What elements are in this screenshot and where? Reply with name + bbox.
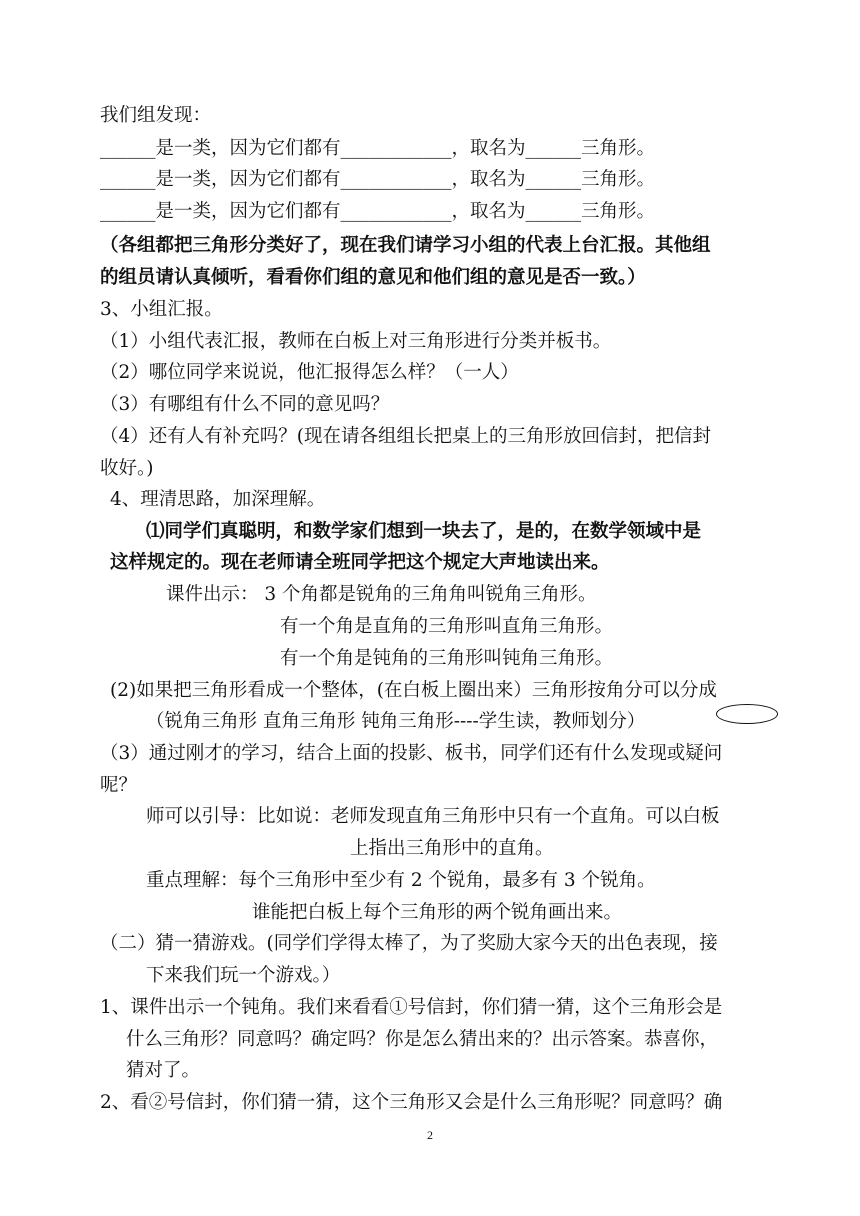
text-line-10: （3）有哪组有什么不同的意见吗？ bbox=[100, 394, 390, 415]
ellipse-drawing bbox=[716, 704, 778, 724]
text-line-17: 有一个角是直角的三角形叫直角三角形。 bbox=[280, 616, 614, 637]
text-line-5: （各组都把三角形分类好了，现在我们请学习小组的代表上台汇报。其他组 bbox=[100, 235, 711, 256]
text-line-20: （锐角三角形 直角三角形 钝角三角形----学生读，教师划分） bbox=[146, 711, 646, 732]
text-line-31: 猜对了。 bbox=[126, 1060, 201, 1081]
text-line-18: 有一个角是钝角的三角形叫钝角三角形。 bbox=[280, 648, 614, 669]
text-line-15: 这样规定的。现在老师请全班同学把这个规定大声地读出来。 bbox=[110, 552, 610, 573]
text-line-6: 的组员请认真倾听，看看你们组的意见和他们组的意见是否一致。） bbox=[100, 267, 646, 288]
text-line-8: （1）小组代表汇报，教师在白板上对三角形进行分类并板书。 bbox=[100, 331, 612, 352]
text-line-26: 谁能把白板上每个三角形的两个锐角画出来。 bbox=[252, 902, 623, 923]
text-line-21: （3）通过刚才的学习，结合上面的投影、板书，同学们还有什么发现或疑问 bbox=[100, 743, 723, 764]
text-line-14: ⑴同学们真聪明，和数学家们想到一块去了，是的，在数学领域中是 bbox=[146, 521, 702, 542]
text-line-7: 3、小组汇报。 bbox=[100, 299, 223, 320]
text-line-3: ______是一类，因为它们都有____________，取名为______三角形。 bbox=[100, 169, 656, 190]
text-line-16: 课件出示： 3 个角都是锐角的三角角叫锐角三角形。 bbox=[166, 584, 597, 605]
text-line-22: 呢？ bbox=[100, 775, 138, 796]
text-line-27: （二）猜一猜游戏。(同学们学得太棒了，为了奖励大家今天的出色表现，接 bbox=[100, 933, 718, 954]
text-line-30: 什么三角形？同意吗？确定吗？你是怎么猜出来的？出示答案。恭喜你， bbox=[126, 1029, 719, 1050]
text-line-1: 我们组发现： bbox=[100, 105, 212, 126]
text-line-25: 重点理解：每个三角形中至少有 2 个锐角，最多有 3 个锐角。 bbox=[146, 870, 656, 891]
text-line-28: 下来我们玩一个游戏。） bbox=[146, 965, 341, 986]
text-line-32: 2、看②号信封，你们猜一猜，这个三角形又会是什么三角形呢？同意吗？确 bbox=[100, 1092, 723, 1113]
text-line-2: ______是一类，因为它们都有____________，取名为______三角形。 bbox=[100, 138, 656, 159]
text-line-4: ______是一类，因为它们都有____________，取名为______三角形。 bbox=[100, 201, 656, 222]
text-line-12: 收好。) bbox=[100, 458, 154, 479]
text-line-29: 1、课件出示一个钝角。我们来看看①号信封，你们猜一猜，这个三角形会是 bbox=[100, 997, 723, 1018]
text-line-11: （4）还有人有补充吗？(现在请各组组长把桌上的三角形放回信封，把信封 bbox=[100, 426, 711, 447]
text-line-9: （2）哪位同学来说说，他汇报得怎么样？（一人） bbox=[100, 362, 519, 383]
text-line-13: 4、理清思路，加深理解。 bbox=[110, 489, 326, 510]
page-number: 2 bbox=[427, 1128, 433, 1142]
text-line-24: 上指出三角形中的直角。 bbox=[350, 838, 554, 859]
text-line-19: (2)如果把三角形看成一个整体，(在白板上圈出来）三角形按角分可以分成 bbox=[110, 680, 717, 701]
text-line-23: 师可以引导：比如说：老师发现直角三角形中只有一个直角。可以白板 bbox=[146, 806, 720, 827]
